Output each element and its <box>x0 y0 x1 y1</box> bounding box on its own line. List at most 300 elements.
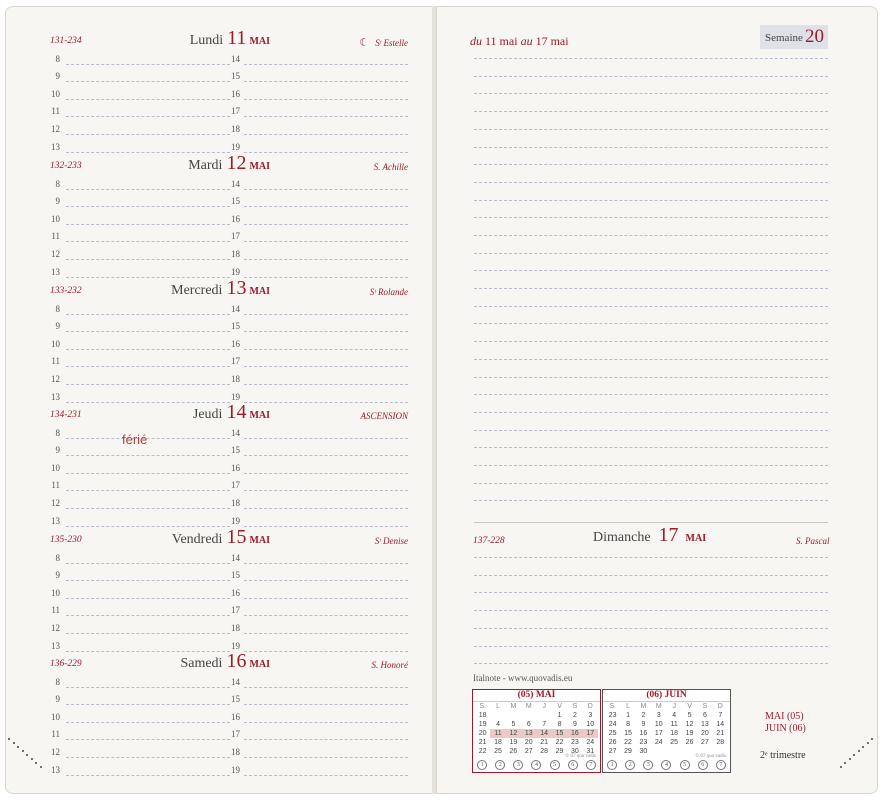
hour-label: 9 <box>55 694 60 705</box>
day-block <box>50 526 410 654</box>
hour-label: 8 <box>55 178 60 189</box>
weekday-header: M <box>640 703 647 710</box>
writing-line <box>244 224 408 225</box>
writing-line[interactable] <box>474 235 828 236</box>
calendar-day: 24 <box>586 739 595 746</box>
sunday-name: Dimanche <box>593 530 651 545</box>
hour-row[interactable] <box>50 493 230 511</box>
writing-line <box>66 99 230 100</box>
hour-row[interactable] <box>50 476 230 494</box>
hour-row[interactable] <box>50 244 230 262</box>
phase-circle-icon: 5 <box>680 760 690 770</box>
calendar-day: 16 <box>567 729 582 738</box>
hour-row[interactable] <box>230 317 410 335</box>
writing-line <box>244 687 408 688</box>
day-of-year: 135-230 <box>50 535 82 545</box>
calendar-day: 30 <box>639 748 648 755</box>
hour-label: 17 <box>231 480 240 491</box>
calendar-day: 15 <box>552 729 567 738</box>
writing-line[interactable] <box>474 377 828 378</box>
hour-row[interactable] <box>50 760 230 778</box>
day-block <box>50 277 410 405</box>
saint-name <box>359 36 408 49</box>
writing-line <box>244 314 408 315</box>
perforation-dot <box>26 754 28 756</box>
writing-line[interactable] <box>474 483 828 484</box>
hour-row[interactable] <box>230 423 410 441</box>
hour-row[interactable] <box>230 441 410 459</box>
hour-row[interactable] <box>230 742 410 760</box>
calendar-day: 2 <box>572 712 577 719</box>
hour-column-right <box>230 672 410 778</box>
calendar-day <box>490 711 505 720</box>
day-month: MAI <box>249 286 270 297</box>
writing-line <box>244 455 408 456</box>
week-label: Semaine <box>765 32 803 44</box>
phase-circle-icon: 3 <box>513 760 523 770</box>
hour-label: 11 <box>51 356 60 367</box>
weekday-header: D <box>717 703 723 710</box>
corner-perforation-right <box>835 738 875 778</box>
mini-calendar-grid <box>473 702 600 756</box>
calendar-copyright: © 07 quo vadis <box>695 754 726 759</box>
writing-line <box>66 633 230 634</box>
calendar-day <box>521 711 536 720</box>
calendar-day: 24 <box>654 739 663 746</box>
hour-row[interactable] <box>230 618 410 636</box>
calendar-day: 5 <box>511 721 516 728</box>
hour-row[interactable] <box>50 102 230 120</box>
hour-row[interactable] <box>50 119 230 137</box>
calendar-day: 26 <box>509 748 518 755</box>
hour-row[interactable] <box>230 548 410 566</box>
writing-line[interactable] <box>474 253 828 254</box>
corner-perforation-left <box>8 738 48 778</box>
writing-line[interactable] <box>474 200 828 201</box>
writing-line[interactable] <box>474 76 828 77</box>
writing-line[interactable] <box>474 217 828 218</box>
calendar-day: 9 <box>572 721 577 728</box>
hour-label: 13 <box>51 266 60 277</box>
writing-line[interactable] <box>474 430 828 431</box>
hour-row[interactable] <box>50 369 230 387</box>
hour-row[interactable] <box>50 742 230 760</box>
hour-label: 11 <box>51 729 60 740</box>
hour-row[interactable] <box>50 67 230 85</box>
writing-line <box>244 739 408 740</box>
hour-label: 11 <box>51 231 60 242</box>
week-number: 20 <box>805 26 824 47</box>
hour-row[interactable] <box>50 618 230 636</box>
hour-label: 16 <box>231 462 240 473</box>
hour-row[interactable] <box>50 174 230 192</box>
writing-line <box>66 314 230 315</box>
weekday-header: J <box>672 703 676 710</box>
hour-row[interactable] <box>230 352 410 370</box>
hour-row[interactable] <box>50 352 230 370</box>
perforation-dot <box>8 738 10 740</box>
day-name: Lundi <box>189 33 224 48</box>
writing-line <box>66 259 230 260</box>
hour-label: 13 <box>51 640 60 651</box>
perforation-dot <box>17 746 19 748</box>
calendar-day: 8 <box>557 721 562 728</box>
saint-label: Sᵗ Denise <box>374 536 408 546</box>
hour-row[interactable] <box>230 119 410 137</box>
phase-circle-icon: 1 <box>477 760 487 770</box>
day-block <box>50 152 410 280</box>
hour-row[interactable] <box>230 566 410 584</box>
week-badge <box>760 25 828 49</box>
mini-calendar-may <box>472 689 601 773</box>
hour-column-right <box>230 548 410 654</box>
calendar-day: 16 <box>639 730 648 737</box>
day-name: Jeudi <box>192 407 223 422</box>
writing-line <box>66 615 230 616</box>
hour-label: 8 <box>55 303 60 314</box>
weekday-header: M <box>525 703 532 710</box>
hour-column-right <box>230 299 410 405</box>
mini-calendar-title: (05) MAI <box>473 690 600 702</box>
hour-label: 19 <box>231 764 240 775</box>
hour-label: 13 <box>51 391 60 402</box>
hour-row[interactable] <box>50 209 230 227</box>
perforation-dot <box>13 742 15 744</box>
saint-label: Sᵗ Estelle <box>375 38 408 48</box>
hour-row[interactable] <box>230 601 410 619</box>
hour-label: 10 <box>51 587 60 598</box>
hour-row[interactable] <box>230 299 410 317</box>
weekday-header: V <box>557 703 562 710</box>
hour-label: 17 <box>231 356 240 367</box>
day-date: 16 <box>226 650 247 672</box>
hour-row[interactable] <box>50 458 230 476</box>
writing-line[interactable] <box>474 111 828 112</box>
writing-line <box>66 241 230 242</box>
hour-label: 12 <box>51 497 60 508</box>
hour-row[interactable] <box>230 174 410 192</box>
hour-row[interactable] <box>50 49 230 67</box>
phase-circle-icon: 5 <box>550 760 560 770</box>
hour-row[interactable] <box>230 690 410 708</box>
calendar-day: 19 <box>685 730 694 737</box>
perforation-dot <box>31 758 33 760</box>
week-number: 24 <box>608 721 617 728</box>
hour-label: 15 <box>231 445 240 456</box>
writing-line[interactable] <box>474 592 828 593</box>
hour-label: 12 <box>51 622 60 633</box>
calendar-day: 25 <box>494 748 502 755</box>
hour-label: 18 <box>231 746 240 757</box>
hour-label: 13 <box>51 515 60 526</box>
writing-line[interactable] <box>474 500 828 501</box>
calendar-day: 14 <box>716 721 725 728</box>
calendar-day: 27 <box>524 748 533 755</box>
calendar-day: 14 <box>537 729 552 738</box>
hour-label: 13 <box>51 141 60 152</box>
quarter-label: 2ᵉ trimestre <box>760 750 806 761</box>
day-header <box>50 401 410 424</box>
weekday-header: L <box>626 703 631 710</box>
hour-column-left <box>50 174 230 280</box>
writing-line[interactable] <box>474 394 828 395</box>
writing-line[interactable] <box>474 465 828 466</box>
hour-label: 14 <box>231 53 240 64</box>
week-number: 26 <box>608 739 617 746</box>
hour-label: 17 <box>231 605 240 616</box>
calendar-day: 4 <box>496 721 501 728</box>
hour-row[interactable] <box>230 476 410 494</box>
hour-label: 18 <box>231 622 240 633</box>
moon-phase-icon: ☾ <box>359 37 370 49</box>
hour-row[interactable] <box>50 725 230 743</box>
calendar-day: 7 <box>542 721 547 728</box>
hour-row[interactable] <box>50 192 230 210</box>
day-block <box>50 401 410 529</box>
hour-label: 14 <box>231 303 240 314</box>
writing-line[interactable] <box>474 359 828 360</box>
perforation-dot <box>22 750 24 752</box>
hour-row[interactable] <box>230 67 410 85</box>
handwritten-note: férié <box>122 432 148 447</box>
writing-line <box>66 81 230 82</box>
hour-row[interactable] <box>50 672 230 690</box>
hour-label: 17 <box>231 106 240 117</box>
hour-label: 14 <box>231 178 240 189</box>
week-number: 19 <box>478 721 487 728</box>
hour-row[interactable] <box>230 49 410 67</box>
writing-line <box>66 508 230 509</box>
hour-label: 12 <box>51 746 60 757</box>
hour-column-left <box>50 299 230 405</box>
phase-circle-icon: 6 <box>698 760 708 770</box>
day-month: MAI <box>249 659 270 670</box>
day-title <box>171 277 270 300</box>
writing-line <box>244 563 408 564</box>
week-range-prefix: du <box>470 34 482 48</box>
writing-line <box>244 64 408 65</box>
hour-row[interactable] <box>50 583 230 601</box>
hour-label: 18 <box>231 373 240 384</box>
calendar-day: 13 <box>701 721 709 728</box>
day-month: MAI <box>249 535 270 546</box>
writing-line[interactable] <box>474 323 828 324</box>
writing-line <box>244 438 408 439</box>
writing-line[interactable] <box>474 288 828 289</box>
hour-label: 12 <box>51 248 60 259</box>
sunday-separator <box>474 522 828 523</box>
writing-line <box>66 349 230 350</box>
hour-row[interactable] <box>230 192 410 210</box>
hour-label: 9 <box>55 196 60 207</box>
hour-row[interactable] <box>50 84 230 102</box>
day-name: Vendredi <box>171 532 223 547</box>
hour-row[interactable] <box>230 369 410 387</box>
hour-row[interactable] <box>230 725 410 743</box>
months-legend <box>765 711 806 735</box>
weekday-header: J <box>542 703 546 710</box>
phase-circle-icon: 2 <box>495 760 505 770</box>
hour-label: 8 <box>55 676 60 687</box>
calendar-day: 18 <box>494 739 502 746</box>
writing-line[interactable] <box>474 557 828 558</box>
writing-line <box>244 81 408 82</box>
hour-label: 15 <box>231 321 240 332</box>
writing-line[interactable] <box>474 129 828 130</box>
hour-row[interactable] <box>230 334 410 352</box>
sunday-heading <box>593 524 706 547</box>
writing-line[interactable] <box>474 164 828 165</box>
perforation-dot <box>853 754 855 756</box>
writing-line[interactable] <box>474 628 828 629</box>
writing-line <box>244 366 408 367</box>
mini-calendar-title: (06) JUIN <box>603 690 730 702</box>
hour-label: 19 <box>231 266 240 277</box>
writing-line[interactable] <box>474 58 828 59</box>
calendar-day <box>537 711 552 720</box>
writing-line <box>244 598 408 599</box>
calendar-copyright: © 07 quo vadis <box>565 754 596 759</box>
hour-label: 12 <box>51 373 60 384</box>
hour-row[interactable] <box>230 760 410 778</box>
day-title <box>180 650 270 673</box>
hour-label: 14 <box>231 552 240 563</box>
week-number: 21 <box>478 739 487 746</box>
writing-line[interactable] <box>474 306 828 307</box>
day-header <box>50 526 410 549</box>
hour-label: 19 <box>231 141 240 152</box>
writing-line[interactable] <box>474 610 828 611</box>
hour-row[interactable] <box>50 548 230 566</box>
hour-row[interactable] <box>50 299 230 317</box>
writing-line <box>66 206 230 207</box>
calendar-day: 19 <box>509 739 518 746</box>
writing-line[interactable] <box>474 93 828 94</box>
hour-row[interactable] <box>230 244 410 262</box>
calendar-day: 6 <box>526 721 531 728</box>
hour-label: 16 <box>231 88 240 99</box>
hour-row[interactable] <box>230 672 410 690</box>
hour-row[interactable] <box>230 209 410 227</box>
phase-circle-icon: 7 <box>716 760 726 770</box>
writing-line <box>244 134 408 135</box>
hour-label: 15 <box>231 570 240 581</box>
writing-line <box>66 384 230 385</box>
hour-label: 10 <box>51 88 60 99</box>
writing-line <box>66 563 230 564</box>
week-range-end: 17 mai <box>535 34 569 48</box>
writing-line[interactable] <box>474 412 828 413</box>
hour-row[interactable] <box>230 583 410 601</box>
writing-line <box>66 704 230 705</box>
hour-row[interactable] <box>50 566 230 584</box>
hour-row[interactable] <box>230 102 410 120</box>
calendar-day: 29 <box>555 748 564 755</box>
writing-line[interactable] <box>474 646 828 647</box>
calendar-day: 28 <box>716 739 725 746</box>
week-number: 18 <box>478 712 487 719</box>
calendar-day: 25 <box>670 739 679 746</box>
hour-column-left <box>50 548 230 654</box>
writing-line <box>244 116 408 117</box>
weekday-header: S. <box>479 703 486 710</box>
day-of-year: 132-233 <box>50 161 82 171</box>
week-number: 22 <box>478 748 487 755</box>
calendar-day: 28 <box>540 748 549 755</box>
day-name: Mercredi <box>171 283 223 298</box>
day-month: MAI <box>249 410 270 421</box>
day-title <box>188 152 270 175</box>
hour-label: 10 <box>51 338 60 349</box>
calendar-day: 4 <box>672 712 677 719</box>
writing-line <box>66 687 230 688</box>
hour-row[interactable] <box>50 334 230 352</box>
hour-row[interactable] <box>230 707 410 725</box>
sunday-day-number: 137-228 <box>473 536 505 546</box>
hour-label: 17 <box>231 729 240 740</box>
hour-label: 15 <box>231 694 240 705</box>
day-title <box>172 526 270 549</box>
writing-line[interactable] <box>474 447 828 448</box>
calendar-day <box>506 711 521 720</box>
hour-label: 8 <box>55 552 60 563</box>
weekday-header: M <box>655 703 662 710</box>
moon-phase-row <box>603 760 730 770</box>
writing-line <box>66 64 230 65</box>
writing-line <box>66 775 230 776</box>
saint-label: ASCENSION <box>360 411 408 421</box>
writing-line[interactable] <box>474 341 828 342</box>
hour-row[interactable] <box>50 227 230 245</box>
perforation-dot <box>871 738 873 740</box>
hour-row[interactable] <box>230 458 410 476</box>
writing-line[interactable] <box>474 147 828 148</box>
hour-row[interactable] <box>230 493 410 511</box>
hour-label: 19 <box>231 391 240 402</box>
day-date: 14 <box>226 401 247 423</box>
hour-row[interactable] <box>50 707 230 725</box>
day-title <box>190 27 270 50</box>
calendar-day: 22 <box>624 739 632 746</box>
hour-column-left <box>50 49 230 155</box>
writing-line[interactable] <box>474 575 828 576</box>
week-range <box>470 34 569 49</box>
hour-row[interactable] <box>50 601 230 619</box>
day-name: Mardi <box>188 158 223 173</box>
day-month: MAI <box>249 36 270 47</box>
phase-circle-icon: 6 <box>568 760 578 770</box>
hour-row[interactable] <box>230 84 410 102</box>
writing-line <box>244 349 408 350</box>
weekday-header: D <box>587 703 593 710</box>
sunday-date: 17 <box>658 524 679 546</box>
writing-line <box>66 473 230 474</box>
writing-line[interactable] <box>474 182 828 183</box>
writing-line <box>244 259 408 260</box>
hour-row[interactable] <box>230 227 410 245</box>
hour-row[interactable] <box>50 317 230 335</box>
hour-label: 12 <box>51 123 60 134</box>
hour-label: 8 <box>55 53 60 64</box>
hour-row[interactable] <box>50 690 230 708</box>
calendar-day: 2 <box>641 712 646 719</box>
writing-line[interactable] <box>474 663 828 664</box>
writing-line <box>244 633 408 634</box>
writing-line[interactable] <box>474 270 828 271</box>
hour-label: 15 <box>231 71 240 82</box>
phase-circle-icon: 3 <box>643 760 653 770</box>
perforation-dot <box>844 762 846 764</box>
